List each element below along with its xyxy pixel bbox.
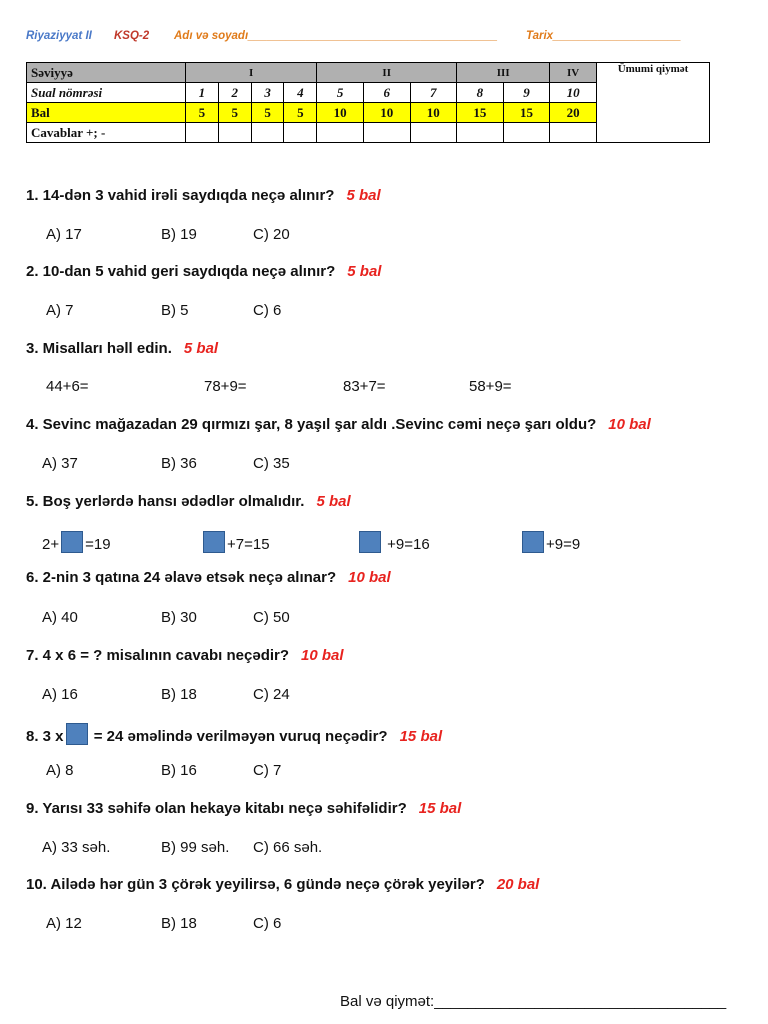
question-number-cell: 9 xyxy=(503,83,550,103)
question-text-after: = 24 əməlində verilməyən vuruq neçədir? xyxy=(93,728,388,745)
option-c[interactable]: C) 6 xyxy=(253,915,282,932)
option-b[interactable]: B) 18 xyxy=(161,686,197,703)
answer-cell[interactable] xyxy=(284,123,317,143)
points-cell: 10 xyxy=(363,103,410,123)
total-score-cell[interactable]: Ümumi qiymət xyxy=(597,63,710,143)
equation-suffix: +9=16 xyxy=(387,536,430,553)
points-cell: 5 xyxy=(186,103,219,123)
equation-suffix: +9=9 xyxy=(546,536,581,553)
blank-box-icon[interactable] xyxy=(522,531,544,553)
question-points: 5 bal xyxy=(316,493,351,510)
points-cell: 10 xyxy=(410,103,457,123)
level-cell: III xyxy=(457,63,550,83)
question-6 xyxy=(26,569,391,586)
option-b[interactable]: B) 18 xyxy=(161,915,197,932)
question-number-cell: 4 xyxy=(284,83,317,103)
blank-equation-3 xyxy=(357,531,430,553)
question-number-cell: 5 xyxy=(317,83,364,103)
level-cell: IV xyxy=(550,63,597,83)
option-b[interactable]: B) 19 xyxy=(161,226,197,243)
question-number-cell: 1 xyxy=(186,83,219,103)
question-8 xyxy=(26,723,442,745)
answer-cell[interactable] xyxy=(218,123,251,143)
worksheet-header xyxy=(26,30,746,50)
answer-cell[interactable] xyxy=(550,123,597,143)
blank-equation-4 xyxy=(520,531,580,553)
question-text: 7. 4 x 6 = ? misalının cavabı neçədir? xyxy=(26,647,290,664)
points-cell: 15 xyxy=(503,103,550,123)
points-cell: 20 xyxy=(550,103,597,123)
name-field[interactable]: Adı və soyadı_______________________________________ xyxy=(174,30,498,42)
level-label: Səviyyə xyxy=(27,63,186,83)
blank-box-icon[interactable] xyxy=(359,531,381,553)
question-number-cell: 2 xyxy=(218,83,251,103)
answer-cell[interactable] xyxy=(457,123,504,143)
option-a[interactable]: A) 37 xyxy=(42,455,78,472)
question-points: 10 bal xyxy=(301,647,344,664)
question-text: 2. 10-dan 5 vahid geri saydıqda neçə alınır? xyxy=(26,263,336,280)
points-cell: 5 xyxy=(218,103,251,123)
option-a[interactable]: A) 33 səh. xyxy=(42,839,111,856)
question-points: 5 bal xyxy=(183,340,219,357)
question-text: 1. 14-dən 3 vahid irəli saydıqda neçə alınır? xyxy=(26,187,335,204)
option-b[interactable]: B) 99 səh. xyxy=(161,839,230,856)
question-number-cell: 10 xyxy=(550,83,597,103)
blank-box-icon[interactable] xyxy=(203,531,225,553)
question-number-label: Sual nömrəsi xyxy=(27,83,186,103)
question-9 xyxy=(26,800,461,817)
equation-suffix: +7=15 xyxy=(227,536,270,553)
question-3 xyxy=(26,340,218,357)
exercise-2[interactable]: 78+9= xyxy=(204,378,247,395)
option-a[interactable]: A) 8 xyxy=(46,762,74,779)
option-a[interactable]: A) 7 xyxy=(46,302,74,319)
blank-box-icon[interactable] xyxy=(61,531,83,553)
points-cell: 5 xyxy=(251,103,284,123)
option-c[interactable]: C) 6 xyxy=(253,302,282,319)
question-number-cell: 3 xyxy=(251,83,284,103)
exercise-3[interactable]: 83+7= xyxy=(343,378,386,395)
option-c[interactable]: C) 35 xyxy=(253,455,290,472)
option-a[interactable]: A) 17 xyxy=(46,226,82,243)
points-cell: 10 xyxy=(317,103,364,123)
points-label: Bal xyxy=(27,103,186,123)
equation-prefix: 2+ xyxy=(42,536,60,553)
blank-equation-1 xyxy=(42,531,111,553)
question-points: 5 bal xyxy=(347,263,382,280)
answer-cell[interactable] xyxy=(410,123,457,143)
test-code: KSQ-2 xyxy=(114,30,150,42)
option-c[interactable]: C) 50 xyxy=(253,609,290,626)
option-c[interactable]: C) 7 xyxy=(253,762,282,779)
question-points: 15 bal xyxy=(399,728,443,745)
subject-label: Riyaziyyat II xyxy=(26,30,92,42)
answers-label: Cavablar +; - xyxy=(27,123,186,143)
answer-cell[interactable] xyxy=(186,123,219,143)
question-text: 3. Misalları həll edin. xyxy=(26,340,172,357)
points-cell: 15 xyxy=(457,103,504,123)
exercise-4[interactable]: 58+9= xyxy=(469,378,512,395)
level-cell: I xyxy=(186,63,317,83)
question-5 xyxy=(26,493,351,510)
question-text: 6. 2-nin 3 qatına 24 əlavə etsək neçə alınar? xyxy=(26,569,337,586)
answer-cell[interactable] xyxy=(251,123,284,143)
question-number-cell: 8 xyxy=(457,83,504,103)
option-b[interactable]: B) 16 xyxy=(161,762,197,779)
question-points: 10 bal xyxy=(348,569,391,586)
question-text: 4. Sevinc mağazadan 29 qırmızı şar, 8 yaşıl şar aldı .Sevinc cəmi neçə şarı oldu? xyxy=(26,416,597,433)
question-text: 10. Ailədə hər gün 3 çörək yeyilirsə, 6 gündə neçə çörək yeyilər? xyxy=(26,876,485,893)
option-a[interactable]: A) 16 xyxy=(42,686,78,703)
question-points: 15 bal xyxy=(418,800,462,817)
level-row xyxy=(27,63,710,83)
level-cell: II xyxy=(317,63,457,83)
option-c[interactable]: C) 66 səh. xyxy=(253,839,323,856)
option-c[interactable]: C) 20 xyxy=(253,226,290,243)
question-10 xyxy=(26,876,539,893)
option-b[interactable]: B) 5 xyxy=(161,302,189,319)
score-table xyxy=(26,62,710,143)
question-number-cell: 7 xyxy=(410,83,457,103)
question-number-cell: 6 xyxy=(363,83,410,103)
option-b[interactable]: B) 36 xyxy=(161,455,197,472)
question-points: 10 bal xyxy=(608,416,651,433)
option-a[interactable]: A) 12 xyxy=(46,915,82,932)
question-2 xyxy=(26,263,381,280)
answer-cell[interactable] xyxy=(363,123,410,143)
answer-cell[interactable] xyxy=(503,123,550,143)
option-b[interactable]: B) 30 xyxy=(161,609,197,626)
blank-equation-2 xyxy=(201,531,270,553)
date-field[interactable]: Tarix____________________ xyxy=(526,30,681,42)
question-text-before: 8. 3 x xyxy=(26,728,64,745)
score-and-grade-field[interactable]: Bal və qiymət:___________________________________ xyxy=(340,993,727,1010)
answer-cell[interactable] xyxy=(317,123,364,143)
exercise-1[interactable]: 44+6= xyxy=(46,378,89,395)
option-a[interactable]: A) 40 xyxy=(42,609,78,626)
question-text: 9. Yarısı 33 səhifə olan hekayə kitabı neçə səhifəlidir? xyxy=(26,800,407,817)
option-c[interactable]: C) 24 xyxy=(253,686,290,703)
question-points: 5 bal xyxy=(346,187,381,204)
question-7 xyxy=(26,647,344,664)
equation-suffix: =19 xyxy=(85,536,111,553)
blank-box-icon[interactable] xyxy=(66,723,88,745)
question-points: 20 bal xyxy=(496,876,540,893)
points-cell: 5 xyxy=(284,103,317,123)
question-text: 5. Boş yerlərdə hansı ədədlər olmalıdır. xyxy=(26,493,305,510)
question-4 xyxy=(26,416,651,433)
question-1 xyxy=(26,187,381,204)
